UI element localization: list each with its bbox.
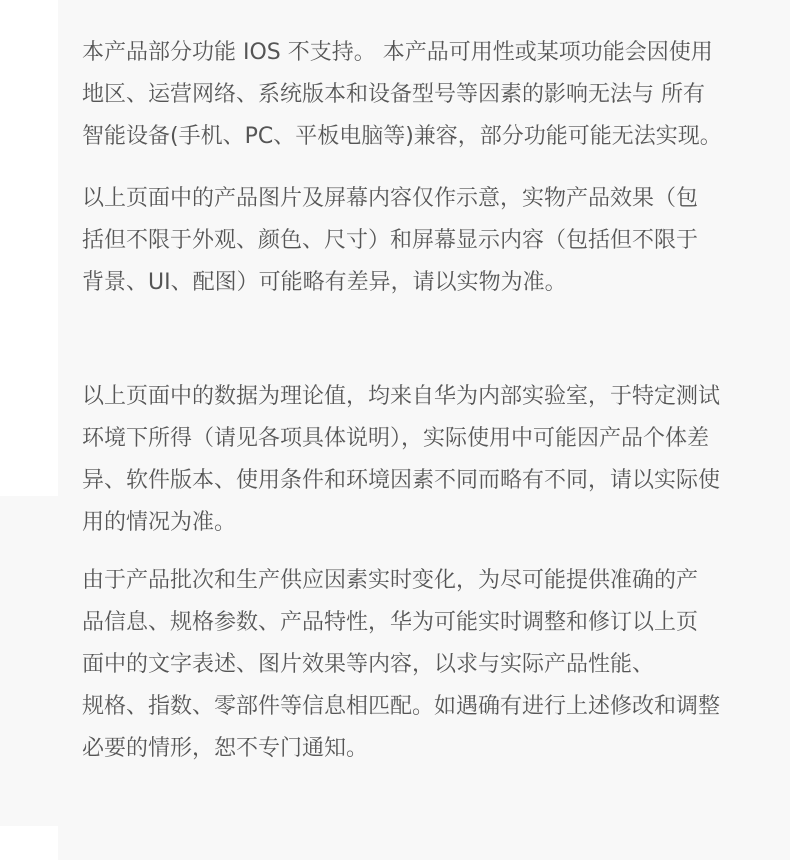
notice-line: 用的情况为准。 xyxy=(82,510,237,535)
notice-line: 本产品部分功能 IOS 不支持。 本产品可用性或某项功能会因使用 xyxy=(82,40,713,65)
notice-line: 以上页面中的数据为理论值，均来自华为内部实验室，于特定测试 xyxy=(82,384,721,409)
notice-line: 地区、运营网络、系统版本和设备型号等因素的影响无法与 所有 xyxy=(82,82,705,107)
notice-line: 以上页面中的产品图片及屏幕内容仅作示意，实物产品效果（包 xyxy=(82,186,699,211)
product-change-notice xyxy=(82,560,782,770)
notice-line: 括但不限于外观、颜色、尺寸）和屏幕显示内容（包括但不限于 xyxy=(82,228,699,253)
notice-line: 环境下所得（请见各项具体说明），实际使用中可能因产品个体差 xyxy=(82,426,710,451)
notice-line: 背景、UI、配图）可能略有差异，请以实物为准。 xyxy=(82,270,567,295)
notice-line: 面中的文字表述、图片效果等内容，以求与实际产品性能、 xyxy=(82,652,655,677)
lab-data-notice xyxy=(82,376,782,544)
notice-line: 异、软件版本、使用条件和环境因素不同而略有不同，请以实际使 xyxy=(82,468,721,493)
notice-line: 必要的情形，恕不专门通知。 xyxy=(82,736,369,761)
notice-line: 规格、指数、零部件等信息相匹配。如遇确有进行上述修改和调整 xyxy=(82,694,721,719)
notice-line: 品信息、规格参数、产品特性，华为可能实时调整和修订以上页 xyxy=(82,610,699,635)
notice-line: 由于产品批次和生产供应因素实时变化，为尽可能提供准确的产 xyxy=(82,568,699,593)
compatibility-notice xyxy=(82,32,782,158)
image-illustration-notice xyxy=(82,178,782,304)
disclaimer-panel xyxy=(58,0,790,860)
notice-line: 智能设备(手机、PC、平板电脑等)兼容，部分功能可能无法实现。 xyxy=(82,124,722,149)
panel-background-strip xyxy=(0,496,58,826)
